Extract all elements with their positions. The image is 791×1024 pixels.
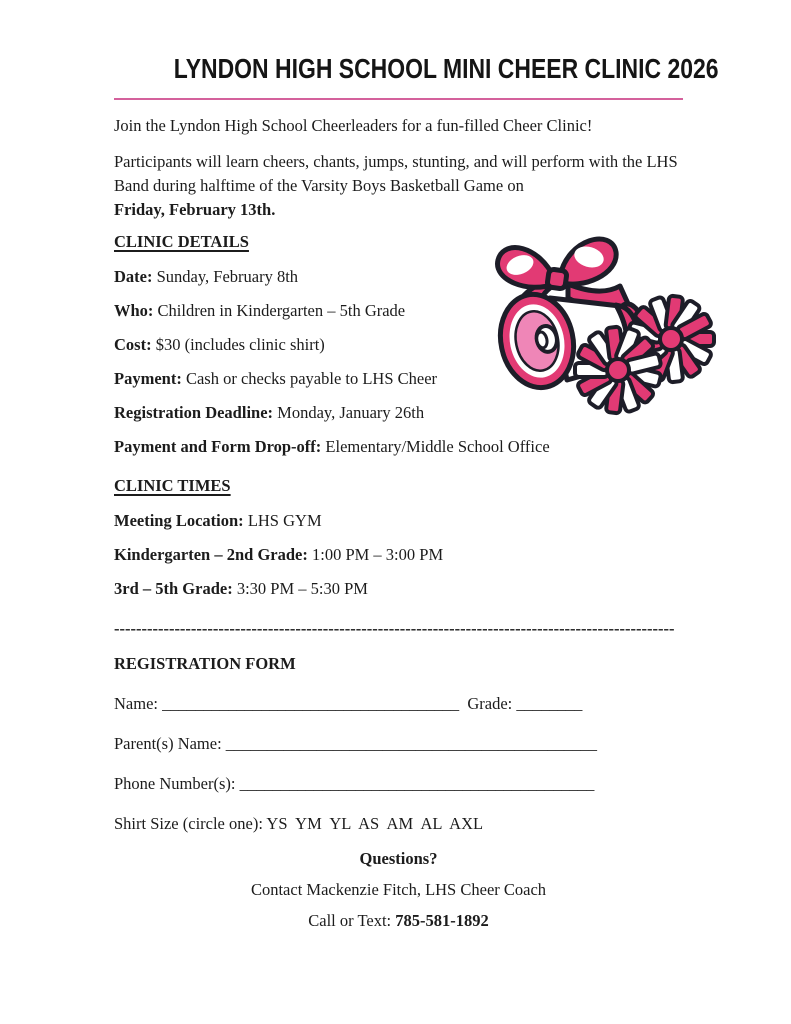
intro-line-2-normal: Band during halftime of the Varsity Boys Basketball Game on [114,176,528,195]
time-value-k-2: 1:00 PM – 3:00 PM [307,545,444,564]
time-row-3-5 [114,578,683,600]
name-blank-line: ____________________________________ [157,694,464,713]
time-label-k-2: Kindergarten – 2nd Grade: [114,545,308,564]
detail-value-date: Sunday, February 8th [152,267,299,286]
detail-label-registration-deadline: Registration Deadline: [114,403,274,422]
grade-blank-line: ________ [512,694,583,713]
contact-line: Contact Mackenzie Fitch, LHS Cheer Coach [250,880,547,899]
detail-row-date [114,266,683,288]
phone-number-blank-line: ___________________________________________ [235,774,595,793]
contact-phone-number: 785-581-1892 [395,911,489,930]
time-label-meeting-location: Meeting Location: [114,511,244,530]
detail-value-cost: $30 (includes clinic shirt) [151,335,325,354]
detail-label-dropoff: Payment and Form Drop-off: [114,437,322,456]
shirt-size-options: YS YM YL AS AM AL AXL [262,814,484,833]
time-value-meeting-location: LHS GYM [243,511,322,530]
clinic-details-heading: CLINIC DETAILS [114,232,249,251]
detail-row-who [114,300,683,322]
page-title [114,52,719,90]
questions-heading: Questions? [359,849,438,868]
time-label-3-5: 3rd – 5th Grade: [114,579,233,598]
detail-label-cost: Cost: [114,335,152,354]
intro-paragraph-2-line-1: Participants will learn cheers, chants, jumps, stunting, and will perform with the LHS [114,152,678,171]
time-value-3-5: 3:30 PM – 5:30 PM [232,579,368,598]
page-title-text: LYNDON HIGH SCHOOL MINI CHEER CLINIC 2026 [173,53,719,84]
detail-value-registration-deadline: Monday, January 26th [273,403,425,422]
detail-label-who: Who: [114,301,154,320]
form-row-parent-name [114,732,683,756]
shirt-size-label: Shirt Size (circle one): [114,814,263,833]
parent-name-label: Parent(s) Name: [114,734,222,753]
form-row-phone-number [114,772,683,796]
parent-name-blank-line: _____________________________________________ [221,734,598,753]
name-label: Name: [114,694,158,713]
time-row-k-2 [114,544,683,566]
title-underline [114,98,683,100]
footer-contact-block [114,848,683,932]
detail-value-who: Children in Kindergarten – 5th Grade [153,301,406,320]
detail-row-dropoff [114,436,683,458]
form-row-shirt-size [114,812,683,836]
grade-label: Grade: [463,694,513,713]
detail-row-payment [114,368,683,390]
detail-value-dropoff: Elementary/Middle School Office [321,437,550,456]
detail-row-registration-deadline [114,402,683,424]
call-text-label: Call or Text: [308,911,396,930]
detail-row-cost [114,334,683,356]
detail-label-date: Date: [114,267,153,286]
intro-line-2-bold-date: Friday, February 13th. [114,200,276,219]
intro-paragraph-1: Join the Lyndon High School Cheerleaders for a fun-filled Cheer Clinic! [114,116,593,135]
intro-paragraph-2 [114,150,683,222]
call-text-line [114,910,683,932]
detail-value-payment: Cash or checks payable to LHS Cheer [181,369,438,388]
time-row-meeting-location [114,510,683,532]
clinic-times-heading: CLINIC TIMES [114,476,231,495]
form-row-name-grade [114,692,683,716]
detail-label-payment: Payment: [114,369,182,388]
registration-form-heading: REGISTRATION FORM [114,654,296,673]
intro-paragraph-2-line-2 [114,174,683,222]
dashed-separator: ------------------------------------------------------------------------------------------------------ [114,620,675,638]
phone-number-label: Phone Number(s): [114,774,236,793]
